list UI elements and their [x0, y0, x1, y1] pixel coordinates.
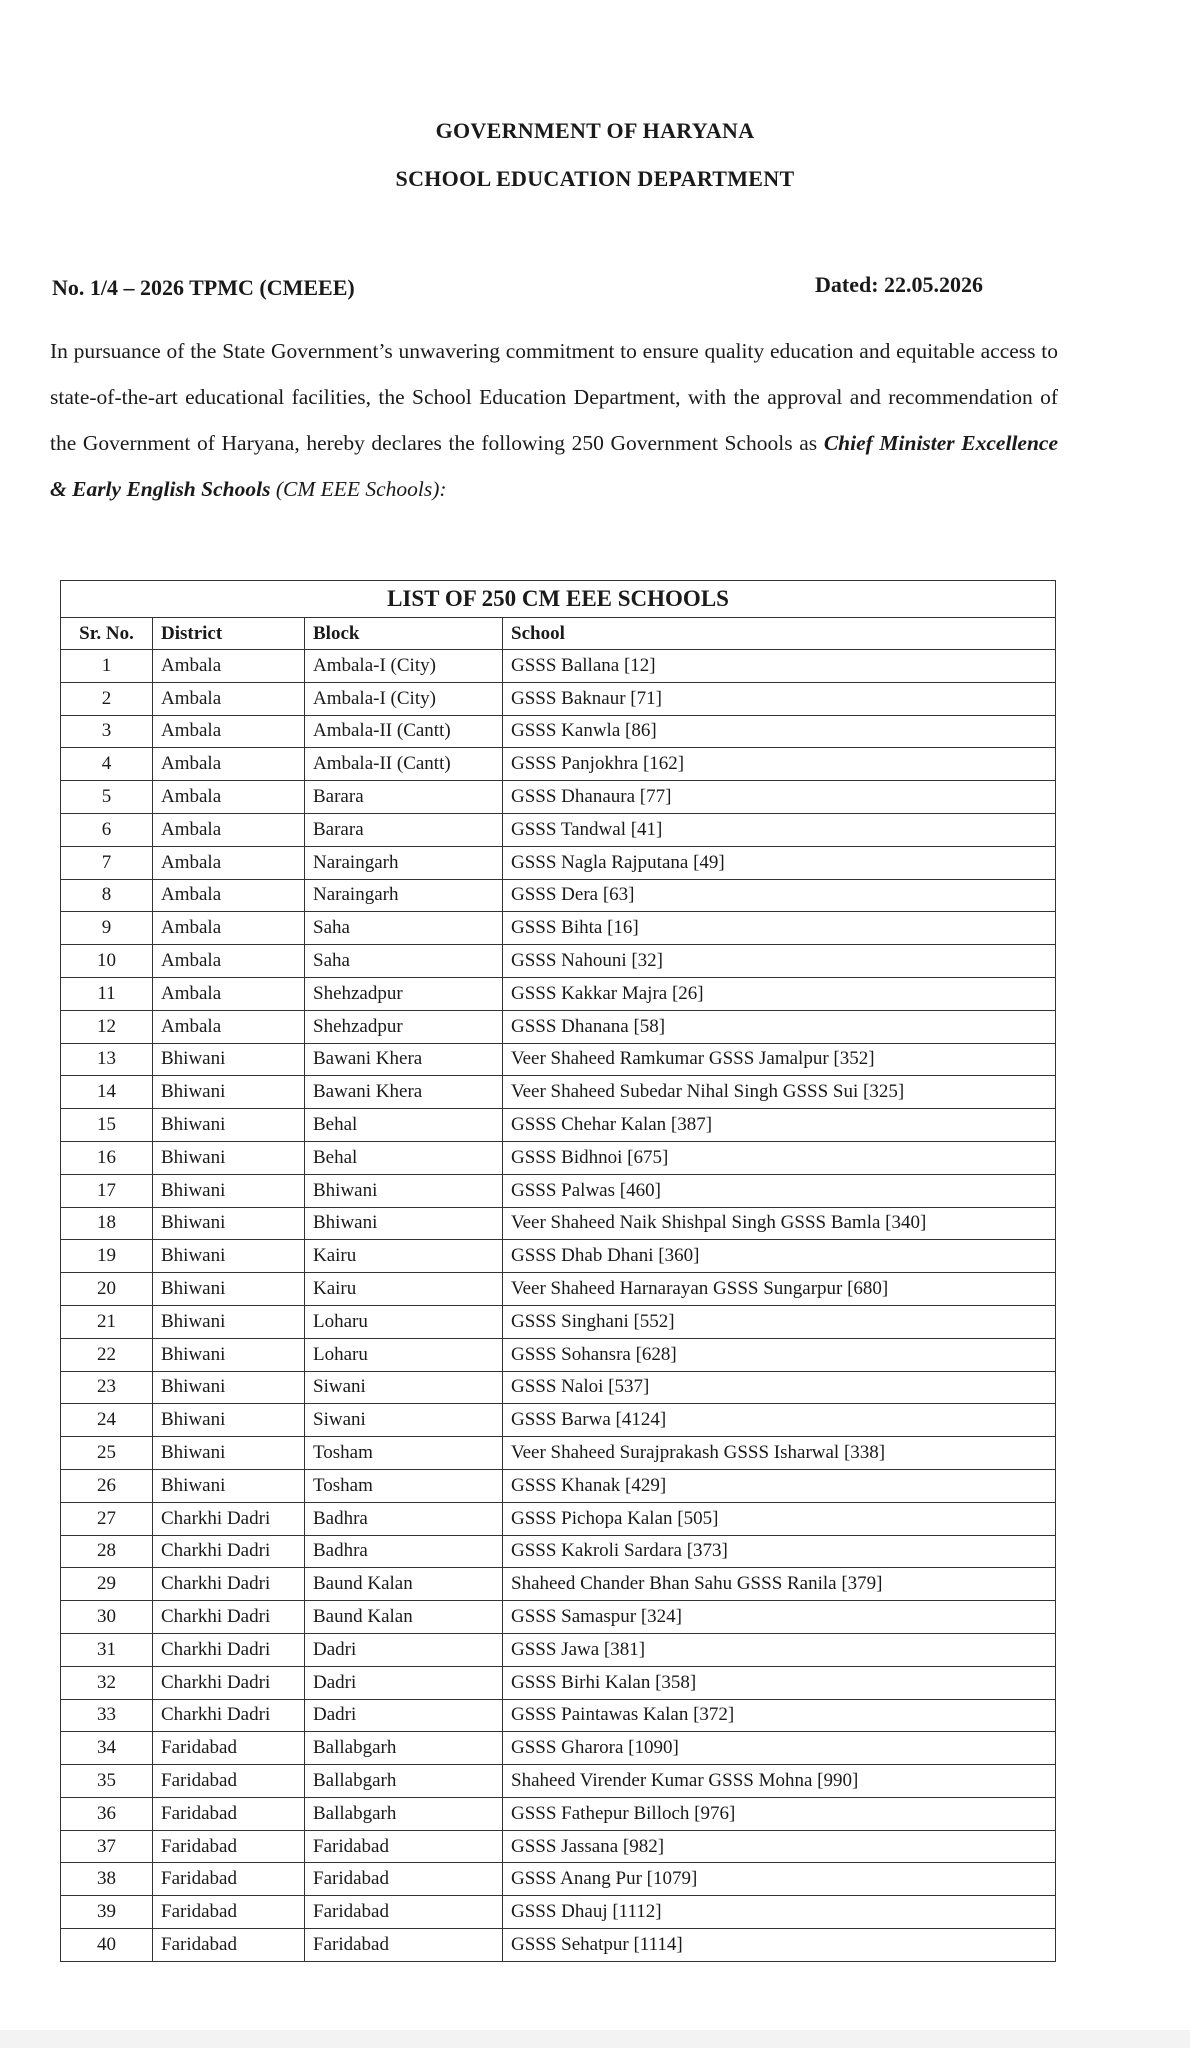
- table-row: [61, 977, 1056, 1010]
- cell-school: GSSS Baknaur [71]: [503, 682, 1056, 715]
- cell-district: Charkhi Dadri: [153, 1699, 305, 1732]
- table-row: [61, 1797, 1056, 1830]
- cell-block: Bhiwani: [305, 1174, 503, 1207]
- table-body: [61, 650, 1056, 1962]
- cell-district: Ambala: [153, 1010, 305, 1043]
- cell-district: Ambala: [153, 945, 305, 978]
- cell-district: Bhiwani: [153, 1273, 305, 1306]
- cell-district: Ambala: [153, 977, 305, 1010]
- cell-sr-no: 31: [61, 1633, 153, 1666]
- cell-district: Bhiwani: [153, 1404, 305, 1437]
- cell-block: Ballabgarh: [305, 1765, 503, 1798]
- cell-block: Siwani: [305, 1371, 503, 1404]
- cell-district: Ambala: [153, 846, 305, 879]
- table-row: [61, 1830, 1056, 1863]
- cell-school: Shaheed Virender Kumar GSSS Mohna [990]: [503, 1765, 1056, 1798]
- cell-sr-no: 2: [61, 682, 153, 715]
- cell-sr-no: 17: [61, 1174, 153, 1207]
- table-row: [61, 1109, 1056, 1142]
- cell-district: Ambala: [153, 781, 305, 814]
- cell-block: Dadri: [305, 1633, 503, 1666]
- cell-school: GSSS Ballana [12]: [503, 650, 1056, 683]
- table-row: [61, 1765, 1056, 1798]
- cell-block: Ambala-II (Cantt): [305, 748, 503, 781]
- table-row: [61, 1469, 1056, 1502]
- cell-school: GSSS Sehatpur [1114]: [503, 1929, 1056, 1962]
- cell-district: Bhiwani: [153, 1076, 305, 1109]
- cell-sr-no: 4: [61, 748, 153, 781]
- cell-block: Behal: [305, 1109, 503, 1142]
- intro-text: In pursuance of the State Government’s unwavering commitment to ensure quality education and equitable access to state-of-the-art educational facilities, the School Education Department, with the approval and recommendation of the Government of Haryana, hereby declares the following 250 Government Schools as: [50, 339, 1058, 455]
- cell-district: Bhiwani: [153, 1338, 305, 1371]
- cell-school: GSSS Dhauj [1112]: [503, 1896, 1056, 1929]
- cell-school: GSSS Paintawas Kalan [372]: [503, 1699, 1056, 1732]
- table-row: [61, 682, 1056, 715]
- cell-block: Ballabgarh: [305, 1797, 503, 1830]
- cell-block: Barara: [305, 781, 503, 814]
- cell-block: Naraingarh: [305, 879, 503, 912]
- cell-sr-no: 22: [61, 1338, 153, 1371]
- cell-school: GSSS Dera [63]: [503, 879, 1056, 912]
- table-row: [61, 1404, 1056, 1437]
- cell-sr-no: 29: [61, 1568, 153, 1601]
- cell-block: Loharu: [305, 1338, 503, 1371]
- table-row: [61, 1338, 1056, 1371]
- cell-school: GSSS Naloi [537]: [503, 1371, 1056, 1404]
- cell-block: Faridabad: [305, 1896, 503, 1929]
- cell-block: Kairu: [305, 1273, 503, 1306]
- cell-block: Bawani Khera: [305, 1043, 503, 1076]
- cell-district: Faridabad: [153, 1765, 305, 1798]
- cell-school: Veer Shaheed Naik Shishpal Singh GSSS Bamla [340]: [503, 1207, 1056, 1240]
- cell-school: GSSS Palwas [460]: [503, 1174, 1056, 1207]
- cell-district: Ambala: [153, 650, 305, 683]
- cell-sr-no: 37: [61, 1830, 153, 1863]
- table-row: [61, 1371, 1056, 1404]
- reference-date: Dated: 22.05.2026: [815, 272, 984, 297]
- cell-sr-no: 11: [61, 977, 153, 1010]
- schools-table: [60, 580, 1056, 1962]
- table-row: [61, 945, 1056, 978]
- table-row: [61, 1043, 1056, 1076]
- table-row: [61, 879, 1056, 912]
- cell-school: GSSS Fathepur Billoch [976]: [503, 1797, 1056, 1830]
- cell-sr-no: 39: [61, 1896, 153, 1929]
- cell-school: GSSS Kakroli Sardara [373]: [503, 1535, 1056, 1568]
- department-title: SCHOOL EDUCATION DEPARTMENT: [395, 166, 795, 191]
- cell-block: Loharu: [305, 1305, 503, 1338]
- cell-block: Bawani Khera: [305, 1076, 503, 1109]
- cell-district: Bhiwani: [153, 1109, 305, 1142]
- cell-school: GSSS Samaspur [324]: [503, 1601, 1056, 1634]
- table-row: [61, 715, 1056, 748]
- table-caption-row: [61, 581, 1056, 618]
- cell-school: Shaheed Chander Bhan Sahu GSSS Ranila [379]: [503, 1568, 1056, 1601]
- header-sr-no: Sr. No.: [61, 618, 153, 650]
- cell-sr-no: 36: [61, 1797, 153, 1830]
- cell-district: Bhiwani: [153, 1469, 305, 1502]
- cell-sr-no: 16: [61, 1141, 153, 1174]
- cell-school: GSSS Nagla Rajputana [49]: [503, 846, 1056, 879]
- cell-school: GSSS Gharora [1090]: [503, 1732, 1056, 1765]
- table-row: [61, 781, 1056, 814]
- cell-sr-no: 6: [61, 813, 153, 846]
- cell-school: GSSS Anang Pur [1079]: [503, 1863, 1056, 1896]
- cell-block: Shehzadpur: [305, 977, 503, 1010]
- cell-school: GSSS Tandwal [41]: [503, 813, 1056, 846]
- cell-sr-no: 27: [61, 1502, 153, 1535]
- cell-block: Badhra: [305, 1535, 503, 1568]
- cell-district: Bhiwani: [153, 1207, 305, 1240]
- header-district: District: [153, 618, 305, 650]
- reference-number: No. 1/4 – 2026 TPMC (CMEEE): [52, 275, 355, 300]
- cell-school: GSSS Khanak [429]: [503, 1469, 1056, 1502]
- cell-block: Ambala-I (City): [305, 650, 503, 683]
- table-row: [61, 650, 1056, 683]
- cell-sr-no: 38: [61, 1863, 153, 1896]
- cell-sr-no: 10: [61, 945, 153, 978]
- cell-district: Faridabad: [153, 1732, 305, 1765]
- cell-sr-no: 3: [61, 715, 153, 748]
- table-row: [61, 1240, 1056, 1273]
- cell-district: Ambala: [153, 748, 305, 781]
- cell-school: GSSS Bidhnoi [675]: [503, 1141, 1056, 1174]
- cell-sr-no: 1: [61, 650, 153, 683]
- table-row: [61, 1929, 1056, 1962]
- cell-block: Shehzadpur: [305, 1010, 503, 1043]
- cell-sr-no: 34: [61, 1732, 153, 1765]
- cell-sr-no: 7: [61, 846, 153, 879]
- cell-school: GSSS Dhab Dhani [360]: [503, 1240, 1056, 1273]
- cell-district: Bhiwani: [153, 1371, 305, 1404]
- cell-district: Charkhi Dadri: [153, 1666, 305, 1699]
- cell-district: Bhiwani: [153, 1141, 305, 1174]
- table-row: [61, 813, 1056, 846]
- cell-sr-no: 28: [61, 1535, 153, 1568]
- cell-sr-no: 15: [61, 1109, 153, 1142]
- cell-district: Faridabad: [153, 1797, 305, 1830]
- intro-suffix: (CM EEE Schools):: [275, 477, 447, 501]
- cell-block: Dadri: [305, 1699, 503, 1732]
- table-row: [61, 1732, 1056, 1765]
- table-row: [61, 1568, 1056, 1601]
- table-row: [61, 1010, 1056, 1043]
- cell-district: Ambala: [153, 682, 305, 715]
- cell-school: GSSS Dhanana [58]: [503, 1010, 1056, 1043]
- cell-sr-no: 9: [61, 912, 153, 945]
- cell-district: Faridabad: [153, 1929, 305, 1962]
- table-row: [61, 846, 1056, 879]
- table-row: [61, 1535, 1056, 1568]
- cell-block: Saha: [305, 945, 503, 978]
- cell-district: Charkhi Dadri: [153, 1535, 305, 1568]
- cell-block: Bhiwani: [305, 1207, 503, 1240]
- cell-sr-no: 21: [61, 1305, 153, 1338]
- table-row: [61, 1502, 1056, 1535]
- cell-school: GSSS Singhani [552]: [503, 1305, 1056, 1338]
- page-bottom-strip: [0, 2030, 1190, 2048]
- table-row: [61, 1896, 1056, 1929]
- cell-school: GSSS Barwa [4124]: [503, 1404, 1056, 1437]
- cell-block: Faridabad: [305, 1929, 503, 1962]
- table-header-row: [61, 618, 1056, 650]
- cell-district: Ambala: [153, 912, 305, 945]
- table-row: [61, 1141, 1056, 1174]
- cell-block: Behal: [305, 1141, 503, 1174]
- cell-block: Ballabgarh: [305, 1732, 503, 1765]
- cell-school: GSSS Birhi Kalan [358]: [503, 1666, 1056, 1699]
- cell-district: Charkhi Dadri: [153, 1601, 305, 1634]
- cell-district: Faridabad: [153, 1863, 305, 1896]
- cell-block: Badhra: [305, 1502, 503, 1535]
- cell-block: Tosham: [305, 1469, 503, 1502]
- cell-district: Charkhi Dadri: [153, 1502, 305, 1535]
- cell-district: Bhiwani: [153, 1043, 305, 1076]
- cell-district: Faridabad: [153, 1830, 305, 1863]
- table-row: [61, 1666, 1056, 1699]
- cell-block: Ambala-I (City): [305, 682, 503, 715]
- intro-paragraph: [50, 328, 1058, 512]
- table-row: [61, 912, 1056, 945]
- table-row: [61, 1174, 1056, 1207]
- cell-school: Veer Shaheed Ramkumar GSSS Jamalpur [352]: [503, 1043, 1056, 1076]
- cell-sr-no: 25: [61, 1437, 153, 1470]
- table-row: [61, 1863, 1056, 1896]
- table-row: [61, 1273, 1056, 1306]
- cell-sr-no: 30: [61, 1601, 153, 1634]
- cell-district: Bhiwani: [153, 1240, 305, 1273]
- cell-sr-no: 12: [61, 1010, 153, 1043]
- table-row: [61, 1305, 1056, 1338]
- cell-sr-no: 18: [61, 1207, 153, 1240]
- cell-district: Bhiwani: [153, 1437, 305, 1470]
- table-row: [61, 1437, 1056, 1470]
- cell-school: GSSS Kakkar Majra [26]: [503, 977, 1056, 1010]
- cell-sr-no: 14: [61, 1076, 153, 1109]
- cell-school: GSSS Chehar Kalan [387]: [503, 1109, 1056, 1142]
- cell-block: Baund Kalan: [305, 1601, 503, 1634]
- cell-school: GSSS Nahouni [32]: [503, 945, 1056, 978]
- cell-block: Baund Kalan: [305, 1568, 503, 1601]
- cell-district: Ambala: [153, 715, 305, 748]
- cell-sr-no: 32: [61, 1666, 153, 1699]
- cell-block: Tosham: [305, 1437, 503, 1470]
- table-caption: LIST OF 250 CM EEE SCHOOLS: [61, 581, 1056, 618]
- cell-block: Kairu: [305, 1240, 503, 1273]
- cell-sr-no: 24: [61, 1404, 153, 1437]
- table-row: [61, 1633, 1056, 1666]
- table-row: [61, 1207, 1056, 1240]
- cell-sr-no: 13: [61, 1043, 153, 1076]
- cell-block: Saha: [305, 912, 503, 945]
- cell-block: Siwani: [305, 1404, 503, 1437]
- cell-district: Bhiwani: [153, 1174, 305, 1207]
- table-row: [61, 1076, 1056, 1109]
- cell-sr-no: 35: [61, 1765, 153, 1798]
- cell-district: Charkhi Dadri: [153, 1633, 305, 1666]
- cell-sr-no: 8: [61, 879, 153, 912]
- government-title: GOVERNMENT OF HARYANA: [435, 118, 755, 143]
- cell-district: Ambala: [153, 879, 305, 912]
- cell-school: GSSS Jassana [982]: [503, 1830, 1056, 1863]
- cell-block: Ambala-II (Cantt): [305, 715, 503, 748]
- cell-block: Faridabad: [305, 1863, 503, 1896]
- cell-school: GSSS Bihta [16]: [503, 912, 1056, 945]
- header-block: Block: [305, 618, 503, 650]
- cell-sr-no: 20: [61, 1273, 153, 1306]
- cell-school: GSSS Kanwla [86]: [503, 715, 1056, 748]
- cell-sr-no: 26: [61, 1469, 153, 1502]
- cell-block: Faridabad: [305, 1830, 503, 1863]
- cell-sr-no: 23: [61, 1371, 153, 1404]
- cell-school: Veer Shaheed Surajprakash GSSS Isharwal [338]: [503, 1437, 1056, 1470]
- cell-sr-no: 40: [61, 1929, 153, 1962]
- table-row: [61, 1601, 1056, 1634]
- table-row: [61, 748, 1056, 781]
- cell-district: Faridabad: [153, 1896, 305, 1929]
- cell-sr-no: 5: [61, 781, 153, 814]
- table-row: [61, 1699, 1056, 1732]
- cell-sr-no: 33: [61, 1699, 153, 1732]
- cell-block: Barara: [305, 813, 503, 846]
- cell-school: Veer Shaheed Harnarayan GSSS Sungarpur [680]: [503, 1273, 1056, 1306]
- cell-district: Charkhi Dadri: [153, 1568, 305, 1601]
- cell-school: GSSS Jawa [381]: [503, 1633, 1056, 1666]
- cell-school: GSSS Sohansra [628]: [503, 1338, 1056, 1371]
- cell-block: Dadri: [305, 1666, 503, 1699]
- cell-block: Naraingarh: [305, 846, 503, 879]
- cell-district: Bhiwani: [153, 1305, 305, 1338]
- cell-school: GSSS Dhanaura [77]: [503, 781, 1056, 814]
- cell-school: GSSS Panjokhra [162]: [503, 748, 1056, 781]
- cell-sr-no: 19: [61, 1240, 153, 1273]
- intro-emphasis: Chief Minister Excellence & Early English Schools: [50, 431, 1059, 501]
- cell-district: Ambala: [153, 813, 305, 846]
- cell-school: Veer Shaheed Subedar Nihal Singh GSSS Sui [325]: [503, 1076, 1056, 1109]
- header-school: School: [503, 618, 1056, 650]
- cell-school: GSSS Pichopa Kalan [505]: [503, 1502, 1056, 1535]
